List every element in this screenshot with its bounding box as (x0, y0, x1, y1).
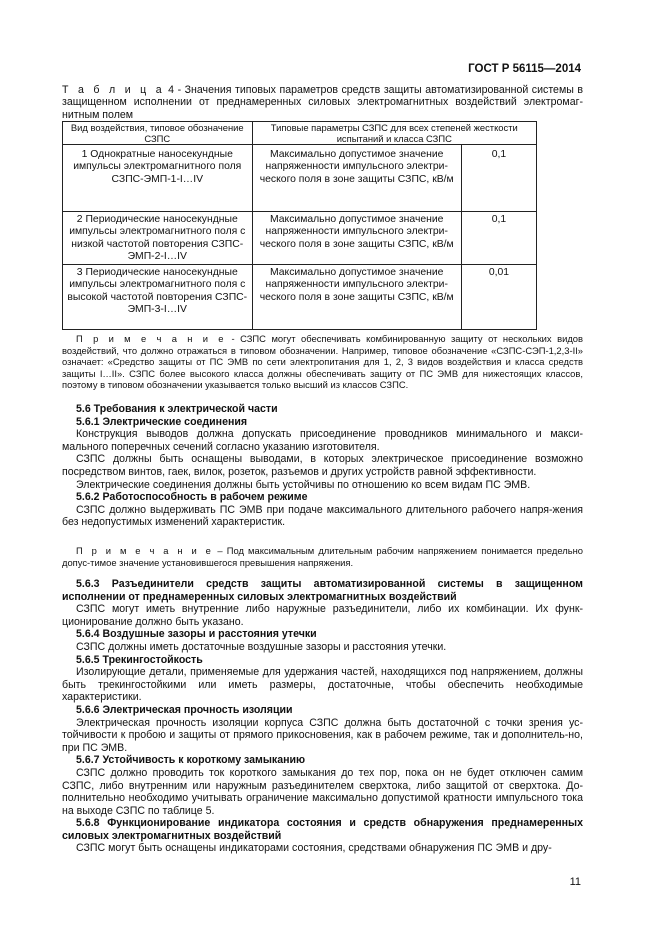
heading-5-6-7: 5.6.7 Устойчивость к короткому замыканию (76, 754, 306, 767)
impact-type-cell: 2 Периодические наносекундные импульсы электромагнитного поля с низкой частотой повторения СЗПС-ЭМП-2-I…IV (63, 212, 253, 265)
paragraph: Электрические соединения должны быть устойчивы по отношению ко всем видам ПС ЭМВ. (76, 478, 531, 491)
value-cell: 0,1 (461, 145, 536, 212)
page-number: 11 (569, 876, 581, 888)
table-note (62, 333, 583, 391)
paragraph: Изолирующие детали, применяемые для удержания частей, находящихся под напряжением, должны быть трекингостойкими или иметь размеры, достаточные, чтобы обеспечить необходимые характеристики. (62, 666, 583, 704)
table-caption (62, 84, 583, 121)
table-caption-label: Т а б л и ц а (62, 84, 165, 96)
parameters-table (62, 121, 537, 330)
document-code: ГОСТ Р 56115—2014 (468, 63, 581, 75)
impact-type-cell: 3 Периодические наносекундные импульсы электромагнитного поля с высокой частотой повторения СЗПС-ЭМП-3-I…IV (63, 265, 253, 330)
parameter-cell: Максимально допустимое значение напряженности импульсного электри-ческого поля в зоне защиты СЗПС, кВ/м (252, 212, 461, 265)
note-label: П р и м е ч а н и е (76, 545, 214, 556)
heading-5-6-6: 5.6.6 Электрическая прочность изоляции (76, 703, 293, 716)
section-5-6 (62, 403, 583, 529)
paragraph: СЗПС должны иметь достаточные воздушные зазоры и расстояния утечки. (76, 640, 447, 653)
table-note-label: П р и м е ч а н и е (76, 333, 226, 344)
table-row (63, 145, 537, 212)
table-caption-text: 4 - Значения типовых параметров средств защиты автоматизированной системы в защищенном исполнении от преднамеренных силовых электромагнитных воздействий электромаг-нитным полем (62, 84, 583, 121)
paragraph: Электрическая прочность изоляции корпуса СЗПС должна быть достаточной с точки зрения ус-тойчивости к пробою и защиты от прямого прикосновения, как в рабочем режиме, так и дополнитель-но, при ПС ЭМВ. (62, 716, 583, 754)
operating-mode-note (62, 545, 583, 568)
table-note-text: - СЗПС могут обеспечивать комбинированную защиту от нескольких видов воздействий, что должно отражаться в типовом обозначении. Например, типовое обозначение «СЗПС-СЭП-1,2,3-II» означает: «Средство защиты от ПС ЭМВ по сети электропитания для 1, 2, 3 видов воздействия и класса средств защиты I…II». СЗПС более высокого класса должны обеспечивать защиту от ПС ЭМВ для нижестоящих классов, поэтому в типовом обозначении указывается только высший из классов СЗПС. (62, 333, 583, 391)
heading-5-6-1: 5.6.1 Электрические соединения (76, 415, 248, 428)
heading-5-6-8: 5.6.8 Функционирование индикатора состояния и средств обнаружения преднамеренных силовых электромагнитных воздействий (62, 817, 583, 842)
paragraph: СЗПС должно выдерживать ПС ЭМВ при подаче максимального длительного рабочего напря-жения без недопустимых изменений характеристик. (62, 503, 583, 529)
note-text: – Под максимальным длительным рабочим напряжением понимается предельно допус-тимое значение установившегося превышения напряжения. (62, 545, 583, 568)
table-row (63, 212, 537, 265)
paragraph: СЗПС должны быть оснащены выводами, в которых электрическое присоединение возможно посредством винтов, гаек, вилок, розеток, разъемов и других устройств равной эффективности. (62, 453, 583, 478)
impact-type-cell: 1 Однократные наносекундные импульсы электромагнитного поля СЗПС-ЭМП-1-I…IV (63, 145, 253, 212)
paragraph: СЗПС могут иметь внутренние либо наружные разъединители, либо их комбинации. Их функ-ционирование должно быть указано. (62, 603, 583, 628)
section-5-6-3-to-5-6-8 (62, 578, 583, 855)
table-header-row (63, 122, 537, 145)
heading-5-6-4: 5.6.4 Воздушные зазоры и расстояния утечки (76, 628, 317, 641)
heading-5-6: 5.6 Требования к электрической части (76, 403, 278, 415)
value-cell: 0,01 (461, 265, 536, 330)
col-header-parameters: Типовые параметры СЗПС для всех степеней жесткости испытаний и класса СЗПС (252, 122, 536, 145)
paragraph: Конструкция выводов должна допускать присоединение проводников минимального и макси-мального поперечных сечений согласно указанию изготовителя. (62, 428, 583, 453)
parameter-cell: Максимально допустимое значение напряженности импульсного электри-ческого поля в зоне защиты СЗПС, кВ/м (252, 265, 461, 330)
heading-5-6-5: 5.6.5 Трекингостойкость (76, 653, 203, 666)
paragraph: СЗПС должно проводить ток короткого замыкания до тех пор, пока он не будет отключен самим СЗПС, либо внутренним или наружным разъединителем сверхтока, либо защитой от сверхтока. До-полнительно необходимо учитывать ограничение максимально допустимой кратности импульсного тока на выходе СЗПС по таблице 5. (62, 766, 583, 817)
parameter-cell: Максимально допустимое значение напряженности импульсного электри-ческого поля в зоне защиты СЗПС, кВ/м (252, 145, 461, 212)
heading-5-6-2: 5.6.2 Работоспособность в рабочем режиме (76, 491, 308, 504)
col-header-impact-type: Вид воздействия, типовое обозначение СЗПС (63, 122, 253, 145)
paragraph: СЗПС могут быть оснащены индикаторами состояния, средствами обнаружения ПС ЭМВ и дру- (76, 842, 552, 855)
table-row (63, 265, 537, 330)
value-cell: 0,1 (461, 212, 536, 265)
heading-5-6-3: 5.6.3 Разъединители средств защиты автоматизированной системы в защищенном исполнении от преднамеренных силовых электромагнитных воздействий (62, 578, 583, 603)
